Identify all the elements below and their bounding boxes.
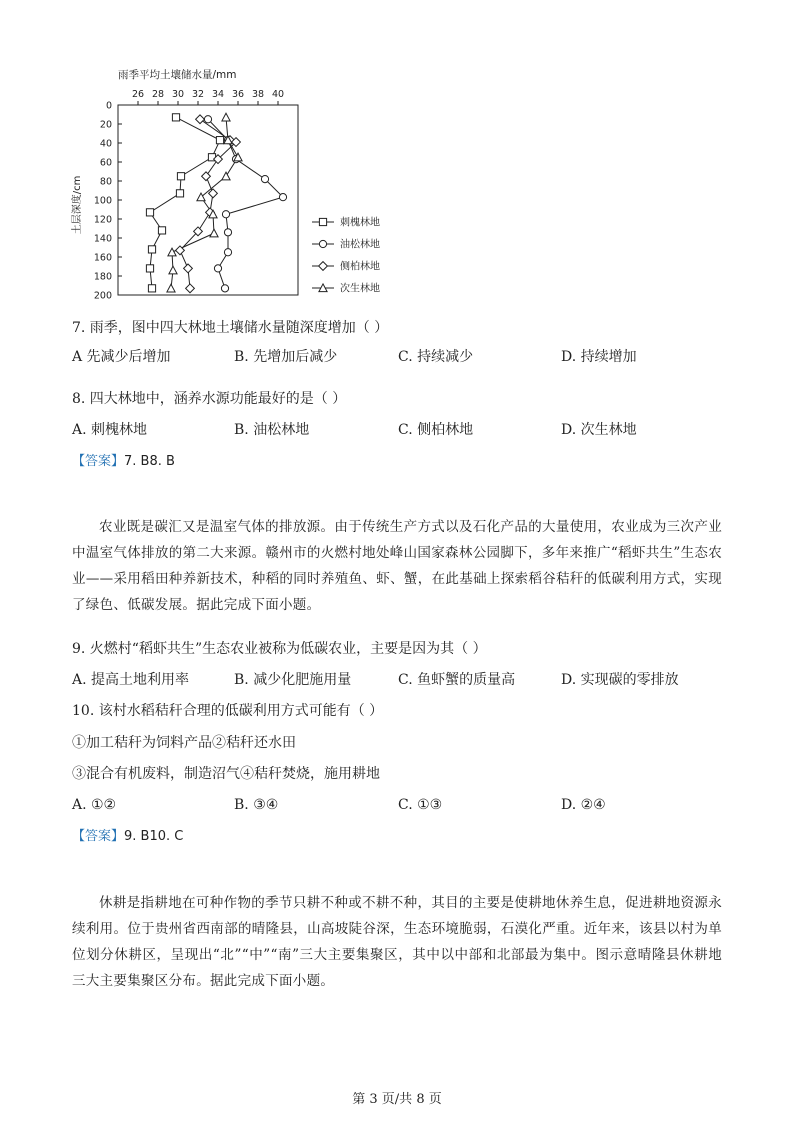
q8-option-c[interactable]: C. 侧柏林地 [398,422,474,438]
x-tick-label: 32 [191,89,205,100]
q10-option-a[interactable]: A. ①② [72,797,117,813]
y-tick-label: 0 [105,100,112,112]
data-point-circle [261,176,268,183]
data-point-circle [224,229,231,236]
data-point-diamond [196,115,205,124]
data-point-diamond [186,284,195,293]
x-tick-label: 26 [131,89,145,100]
answer-value: 7. B8. B [124,454,175,469]
data-point-triangle [210,229,218,237]
legend-label: 侧柏林地 [340,261,380,273]
data-point-square [172,114,179,121]
page-footer: 第 3 页/共 8 页 [352,1092,442,1107]
y-tick-label: 140 [93,233,112,245]
legend-marker-square [319,218,326,225]
data-point-triangle [167,284,175,292]
legend-marker-circle [319,240,326,247]
series-line-circle [208,119,283,288]
data-point-diamond [184,264,193,273]
q8-option-d[interactable]: D. 次生林地 [561,422,637,438]
y-tick-label: 20 [99,119,112,131]
data-point-square [148,246,155,253]
answer-9-10 [72,827,183,847]
q7-option-b[interactable]: B. 先增加后减少 [234,349,338,365]
data-point-triangle [222,172,230,180]
q9-option-b[interactable]: B. 减少化肥施用量 [234,672,352,688]
data-point-triangle [222,113,230,121]
x-tick-label: 36 [231,89,245,100]
data-point-circle [222,211,229,218]
q10-option-c[interactable]: C. ①③ [398,797,443,813]
q10-option-d[interactable]: D. ②④ [561,797,606,813]
q8-stem: 8. 四大林地中，涵养水源功能最好的是（ ） [72,391,347,407]
q10-option-b[interactable]: B. ③④ [234,797,279,813]
y-tick-label: 100 [93,195,112,207]
data-point-square [146,209,153,216]
data-point-circle [214,265,221,272]
y-tick-label: 60 [99,157,112,169]
data-point-square [146,265,153,272]
data-point-circle [221,285,228,292]
q7-option-d[interactable]: D. 持续增加 [561,349,637,365]
data-point-circle [279,194,286,201]
answer-7-8 [72,452,175,472]
data-point-square [176,190,183,197]
passage-1: 农业既是碳汇又是温室气体的排放源。由于传统生产方式以及石化产品的大量使用，农业成为三次产业中温室气体排放的第二大来源。赣州市的火燃村地处峰山国家森林公园脚下，多年来推广“稻虾共生”生态农业——采用稻田种养新技术，种稻的同时养殖鱼、虾、蟹，在此基础上探索稻谷秸秆的低碳利用方式，实现了绿色、低碳发展。据此完成下面小题。 [72,519,722,613]
q9-stem: 9. 火燃村“稻虾共生”生态农业被称为低碳农业，主要是因为其（ ） [72,641,487,657]
y-tick-label: 200 [93,290,112,302]
answer-tag: 【答案】 [72,829,125,844]
y-tick-label: 40 [99,138,112,150]
x-tick-label: 34 [211,89,225,100]
q7-option-c[interactable]: C. 持续减少 [398,349,474,365]
soil-water-chart [60,60,400,310]
y-tick-label: 80 [99,176,112,188]
data-point-triangle [169,266,177,274]
q9-option-c[interactable]: C. 鱼虾蟹的质量高 [398,672,516,688]
x-tick-label: 38 [251,89,265,100]
q7-stem: 7. 雨季，图中四大林地土壤储水量随深度增加（ ） [72,320,389,336]
data-point-circle [204,116,211,123]
series-line-diamond [180,119,236,288]
q10-line-2: ③混合有机废料，制造沼气④秸秆焚烧，施用耕地 [72,766,380,782]
legend-label: 油松林地 [340,239,380,251]
q7-option-a[interactable]: A 先减少后增加 [72,349,171,365]
legend-marker-diamond [319,262,328,271]
q9-option-a[interactable]: A. 提高土地利用率 [72,672,190,688]
data-point-square [148,285,155,292]
y-tick-label: 120 [93,214,112,226]
data-point-diamond [202,172,211,181]
data-point-circle [224,249,231,256]
chart-title: 雨季平均土壤储水量/mm [118,69,237,81]
q10-stem: 10. 该村水稻秸秆合理的低碳利用方式可能有（ ） [72,703,384,719]
data-point-triangle [168,248,176,256]
q8-option-b[interactable]: B. 油松林地 [234,422,310,438]
passage-2: 休耕是指耕地在可种作物的季节只耕不种或不耕不种，其目的主要是使耕地休养生息，促进耕地资源永续利用。位于贵州省西南部的晴隆县，山高坡陡谷深，生态环境脆弱，石漠化严重。近年来，该县以村为单位划分休耕区，呈现出“北”“中”“南”三大主要集聚区，其中以中部和北部最为集中。图示意晴隆县休耕地三大主要集聚区分布。据此完成下面小题。 [72,895,722,989]
x-tick-label: 28 [151,89,165,100]
answer-tag: 【答案】 [72,454,125,469]
data-point-square [177,173,184,180]
x-tick-label: 30 [171,89,185,100]
q10-line-1: ①加工秸秆为饲料产品②秸秆还水田 [72,735,296,751]
q9-option-d[interactable]: D. 实现碳的零排放 [561,672,679,688]
q8-option-a[interactable]: A. 刺槐林地 [72,422,148,438]
legend-label: 次生林地 [340,283,380,295]
y-tick-label: 160 [93,252,112,264]
data-point-square [216,137,223,144]
data-point-square [158,227,165,234]
answer-value: 9. B10. C [124,829,184,844]
y-tick-label: 180 [93,271,112,283]
legend-label: 刺槐林地 [340,217,380,229]
x-tick-label: 40 [271,89,285,100]
y-axis-label: 土层深度/cm [72,175,83,235]
